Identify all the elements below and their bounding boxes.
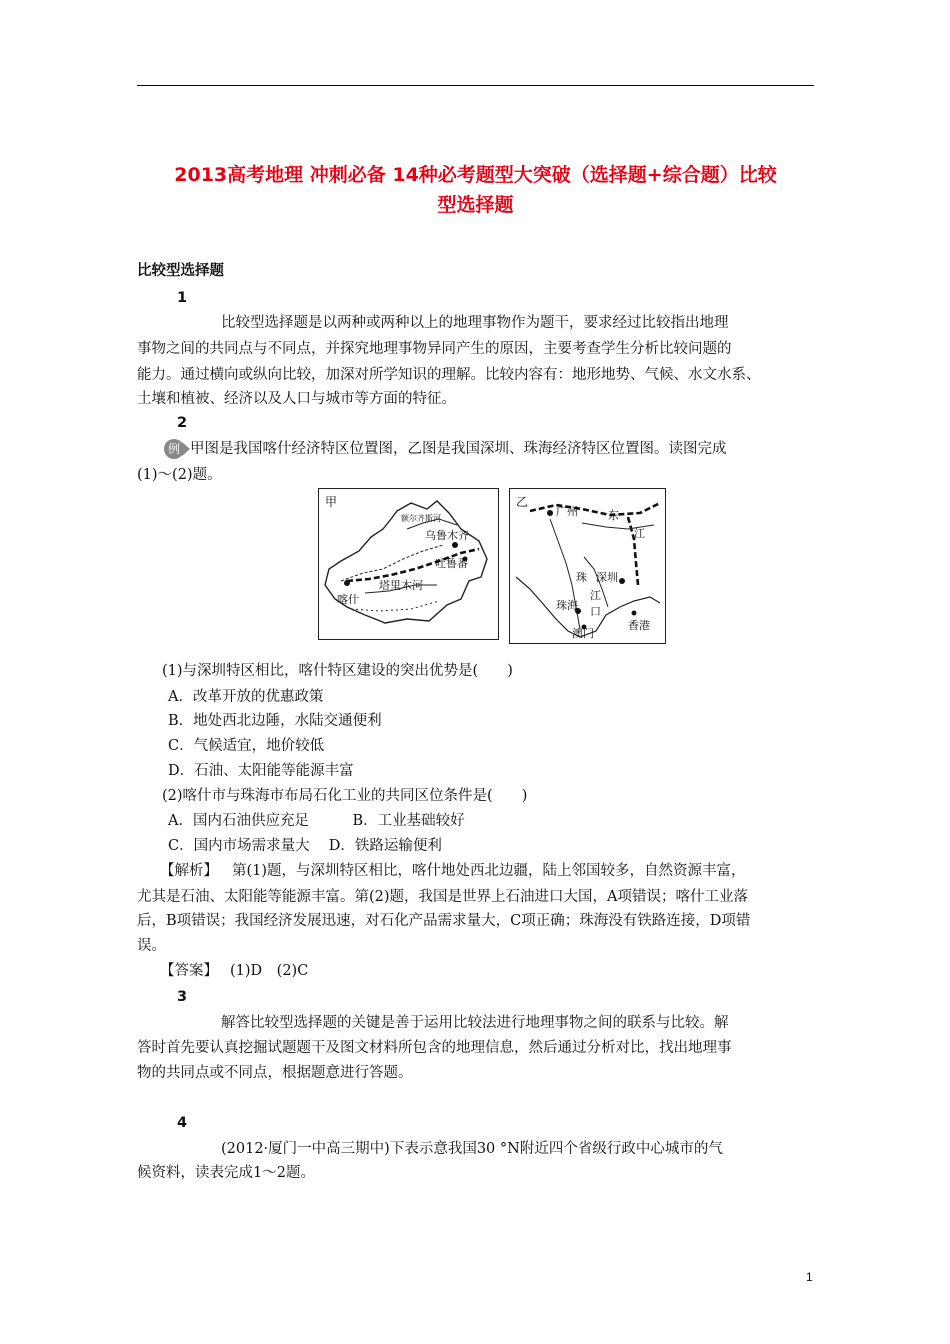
answer-text: (1)D (2)C — [230, 963, 309, 979]
map-jia-river: 额尔齐斯河 — [401, 514, 441, 523]
map-yi-river-jiang: 江 — [634, 527, 645, 540]
map-yi-guangzhou: 广州 — [556, 505, 578, 518]
map-yi-shenzhen: 深圳 — [596, 571, 618, 584]
map-yi-river-kou: 口 — [590, 605, 601, 618]
map-yi-label: 乙 — [516, 495, 529, 509]
s1-line-4: 土壤和植被、经济以及人口与城市等方面的特征。 — [137, 391, 456, 407]
s1-line-2: 事物之间的共同点与不同点，并探究地理事物异同产生的原因，主要考查学生分析比较问题的 — [137, 341, 732, 357]
example-intro-line-2: (1)～(2)题。 — [137, 467, 222, 483]
answer-line — [160, 958, 308, 984]
page-title — [137, 160, 814, 220]
q2-options-cd: C．国内市场需求量大 D．铁路运输便利 — [168, 838, 442, 854]
question-1: (1)与深圳特区相比，喀什特区建设的突出优势是( ) — [162, 663, 513, 679]
map-yi-river-zhu: 珠 — [576, 571, 587, 584]
q1-option-a: A．改革开放的优惠政策 — [168, 689, 324, 705]
map-jia-tarim: 塔里木河 — [379, 579, 423, 592]
map-jia-label: 甲 — [325, 495, 338, 509]
section-2-number: 2 — [177, 415, 188, 431]
example-intro-text: 甲图是我国喀什经济特区位置图，乙图是我国深圳、珠海经济特区位置图。读图完成 — [190, 441, 727, 457]
map-jia-kashgar: 喀什 — [337, 593, 359, 606]
example-badge-icon: 例 — [164, 439, 184, 459]
example-intro-line-1 — [164, 436, 727, 462]
map-yi-macau: 澳门 — [572, 627, 594, 640]
map-jia-svg — [319, 489, 498, 639]
s1-line-3: 能力。通过横向或纵向比较，加深对所学知识的理解。比较内容有：地形地势、气候、水文水系、 — [137, 367, 761, 383]
map-jia — [318, 488, 499, 640]
title-line-2: 型选择题 — [437, 194, 514, 216]
map-yi-hongkong: 香港 — [628, 619, 650, 632]
section-1-number: 1 — [177, 290, 188, 306]
map-yi-zhuhai: 珠海 — [556, 599, 578, 612]
example-arrow-icon — [182, 442, 190, 456]
page-number: 1 — [806, 1270, 813, 1284]
analysis-text-1: 第(1)题，与深圳特区相比，喀什地处西北边疆，陆上邻国较多，自然资源丰富， — [232, 863, 746, 879]
s1-line-1: 比较型选择题是以两种或两种以上的地理事物作为题干，要求经过比较指出地理 — [221, 315, 729, 331]
analysis-line-1 — [160, 858, 746, 884]
map-jia-turpan: 吐鲁番 — [435, 557, 468, 570]
section-4-number: 4 — [177, 1115, 188, 1131]
analysis-line-3: 后，B项错误；我国经济发展迅速，对石化产品需求量大，C项正确；珠海没有铁路连接，D项错 — [137, 913, 751, 929]
q1-option-d: D．石油、太阳能等能源丰富 — [168, 763, 354, 779]
title-line-1: 2013高考地理 冲刺必备 14种必考题型大突破（选择题+综合题）比较 — [174, 164, 777, 186]
s3-line-2: 答时首先要认真挖掘试题题干及图文材料所包含的地理信息，然后通过分析对比，找出地理事 — [137, 1040, 732, 1056]
s4-line-1: (2012·厦门一中高三期中)下表示意我国30 °N附近四个省级行政中心城市的气 — [221, 1141, 723, 1157]
section-3-number: 3 — [177, 989, 188, 1005]
kunlun-range — [351, 601, 439, 611]
city-dot-kashgar — [344, 580, 350, 586]
s4-line-2: 候资料，读表完成1～2题。 — [137, 1165, 315, 1181]
map-yi-river-east: 东 — [608, 509, 619, 522]
q1-option-b: B．地处西北边陲，水陆交通便利 — [168, 713, 382, 729]
yi-dot-guangzhou — [547, 510, 553, 516]
analysis-label: 【解析】 — [160, 863, 218, 879]
map-yi-river-jiang2: 江 — [590, 589, 601, 602]
question-2: (2)喀什市与珠海市布局石化工业的共同区位条件是( ) — [162, 788, 528, 804]
q2-options-ab: A．国内石油供应充足 B．工业基础较好 — [168, 813, 465, 829]
analysis-line-2: 尤其是石油、太阳能等能源丰富。第(2)题，我国是世界上石油进口大国，A项错误；喀什工业落 — [137, 889, 749, 905]
answer-label: 【答案】 — [160, 963, 218, 979]
s3-line-1: 解答比较型选择题的关键是善于运用比较法进行地理事物之间的联系与比较。解 — [221, 1015, 729, 1031]
yi-dot-shenzhen — [619, 578, 625, 584]
q1-option-c: C．气候适宜，地价较低 — [168, 738, 325, 754]
header-rule — [137, 85, 814, 86]
section-heading: 比较型选择题 — [137, 263, 224, 279]
s3-line-3: 物的共同点或不同点，根据题意进行答题。 — [137, 1065, 413, 1081]
yi-dot-hongkong — [632, 611, 637, 616]
analysis-line-4: 误。 — [137, 938, 166, 954]
map-jia-urumqi: 乌鲁木齐 — [425, 529, 469, 542]
map-yi — [509, 488, 666, 644]
